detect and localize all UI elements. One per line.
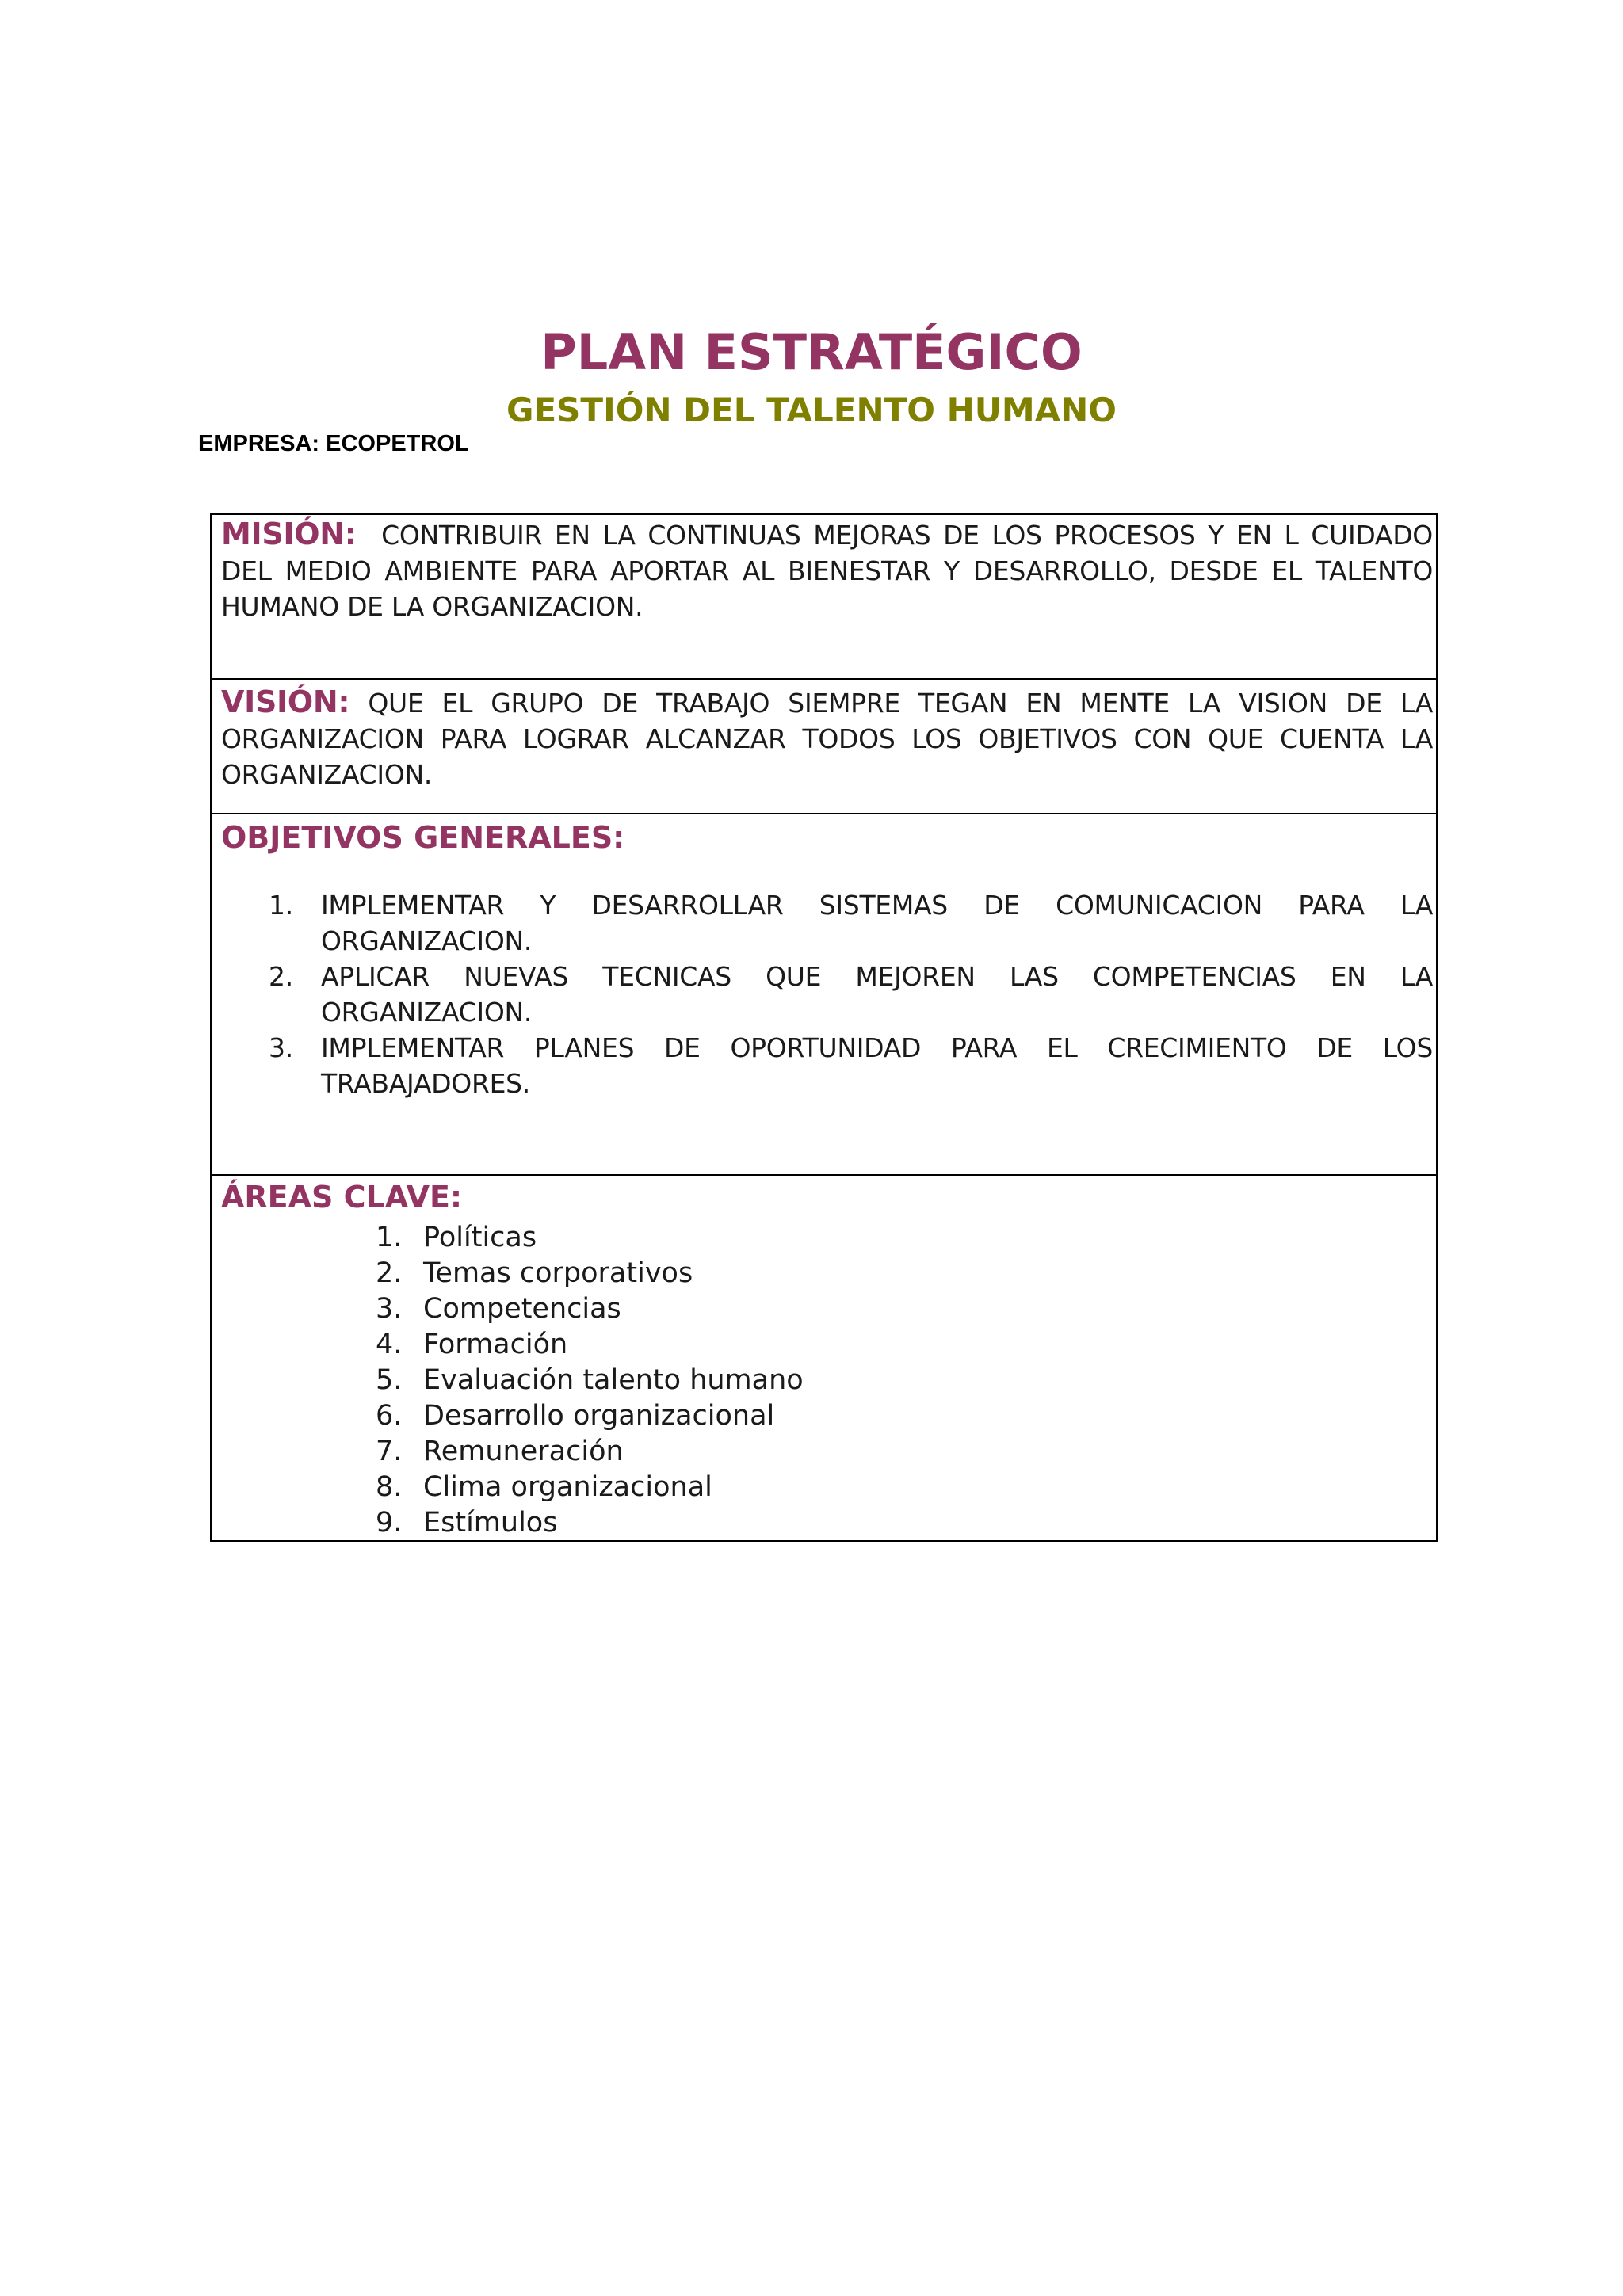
list-item-number: 1. [376, 1222, 403, 1253]
list-item-text: Desarrollo organizacional [423, 1400, 775, 1432]
objetivos-cell [212, 814, 1436, 1176]
list-item-number: 3. [376, 1293, 403, 1325]
list-item-number: 8. [376, 1471, 403, 1503]
list-item [221, 1434, 1433, 1470]
list-item [221, 1327, 1433, 1363]
mision-paragraph [221, 517, 1433, 624]
document-subtitle: GESTIÓN DEL TALENTO HUMANO [506, 391, 1117, 429]
company-label: EMPRESA: ECOPETROL [198, 431, 469, 456]
list-item-text: Remuneración [423, 1436, 624, 1467]
list-item-number: 9. [376, 1507, 403, 1539]
list-item-number: 1. [269, 890, 293, 921]
list-item-text: Políticas [423, 1222, 537, 1253]
list-item-number: 2. [269, 961, 293, 992]
list-item [221, 959, 1433, 1030]
list-item-number: 5. [376, 1364, 403, 1396]
list-item [221, 887, 1433, 959]
list-item [221, 1363, 1433, 1398]
list-item-text: APLICAR NUEVAS TECNICAS QUE MEJOREN LAS COMPETENCIAS EN LA ORGANIZACION. [321, 961, 1433, 1028]
list-item-number: 4. [376, 1329, 403, 1360]
list-item-number: 6. [376, 1400, 403, 1432]
list-item-text: Temas corporativos [423, 1257, 693, 1289]
list-item-text: Formación [423, 1329, 568, 1360]
document-title: PLAN ESTRATÉGICO [540, 323, 1083, 381]
areas-list [221, 1220, 1433, 1541]
objetivos-heading: OBJETIVOS GENERALES: [221, 820, 625, 855]
vision-paragraph [221, 685, 1433, 792]
list-item [221, 1030, 1433, 1101]
list-item-text: Clima organizacional [423, 1471, 712, 1503]
list-item [221, 1220, 1433, 1256]
list-item-text: IMPLEMENTAR Y DESARROLLAR SISTEMAS DE COMUNICACION PARA LA ORGANIZACION. [321, 890, 1433, 956]
vision-label: VISIÓN: [221, 685, 350, 719]
mision-cell [212, 515, 1436, 680]
list-item-text: IMPLEMENTAR PLANES DE OPORTUNIDAD PARA EL CRECIMIENTO DE LOS TRABAJADORES. [321, 1032, 1433, 1099]
list-item [221, 1505, 1433, 1541]
list-item-number: 3. [269, 1032, 293, 1063]
strategic-plan-table [210, 513, 1438, 1542]
mision-text: CONTRIBUIR EN LA CONTINUAS MEJORAS DE LOS PROCESOS Y EN L CUIDADO DEL MEDIO AMBIENTE PARA APORTAR AL BIENESTAR Y DESARROLLO, DESDE EL TALENTO HUMANO DE LA ORGANIZACION. [221, 520, 1433, 622]
areas-heading: ÁREAS CLAVE: [221, 1180, 463, 1215]
list-item-number: 7. [376, 1436, 403, 1467]
list-item [221, 1291, 1433, 1327]
list-item [221, 1398, 1433, 1434]
list-item-text: Competencias [423, 1293, 621, 1325]
list-item [221, 1470, 1433, 1505]
objetivos-list [221, 887, 1433, 1101]
vision-cell [212, 680, 1436, 814]
list-item-text: Evaluación talento humano [423, 1364, 804, 1396]
vision-text: QUE EL GRUPO DE TRABAJO SIEMPRE TEGAN EN MENTE LA VISION DE LA ORGANIZACION PARA LOGRAR ALCANZAR TODOS LOS OBJETIVOS CON QUE CUENTA LA ORGANIZACION. [221, 688, 1433, 790]
list-item-number: 2. [376, 1257, 403, 1289]
list-item [221, 1256, 1433, 1291]
list-item-text: Estímulos [423, 1507, 558, 1539]
mision-label: MISIÓN: [221, 517, 357, 551]
areas-cell [212, 1176, 1436, 1540]
